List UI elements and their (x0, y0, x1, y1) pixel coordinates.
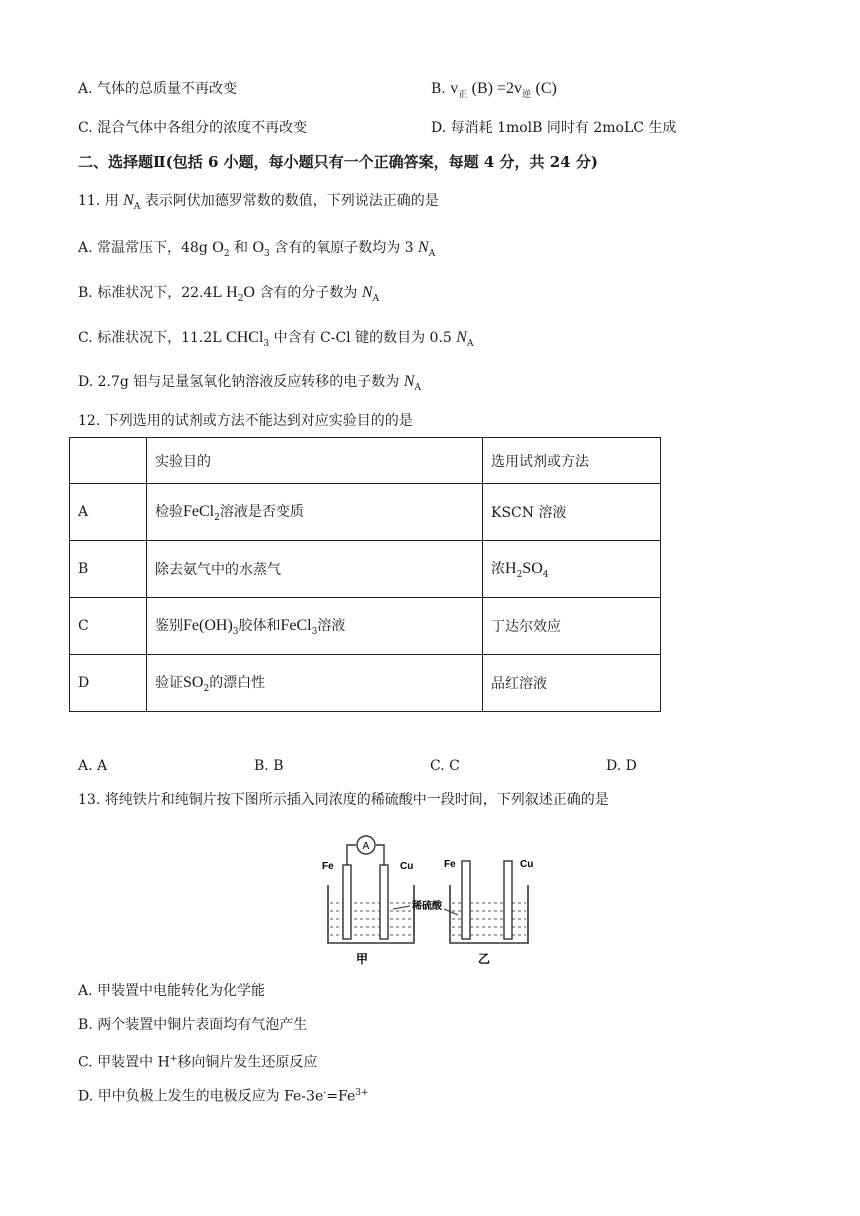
acid-pointer-right (444, 909, 458, 915)
q11-option-c: C. 标准状况下，11.2L CHCl$_3$ 中含有 C-Cl 键的数目为 0.5 $N_A$ (78, 329, 474, 349)
q12-option-d: D. D (606, 758, 637, 774)
row-label: D (70, 655, 147, 712)
fe-label-jia: Fe (322, 861, 334, 872)
row-method: 品红溶液 (483, 655, 661, 712)
row-purpose: 检验FeCl$_2$溶液是否变质 (147, 484, 483, 541)
q11-stem: 11. 用 $N_A$ 表示阿伏加德罗常数的数值，下列说法正确的是 (78, 192, 439, 212)
table-header-cell (70, 438, 147, 484)
row-label: B (70, 541, 147, 598)
row-purpose: 鉴别$Fe(OH)_3$胶体和FeCl$_3$溶液 (147, 598, 483, 655)
table-row (70, 598, 661, 655)
fe-electrode-jia (343, 865, 351, 939)
fe-label-yi: Fe (444, 859, 456, 870)
caption-yi: 乙 (478, 952, 491, 966)
q12-option-b: B. B (254, 758, 284, 774)
cu-electrode-jia (380, 865, 388, 939)
q13-stem: 13. 将纯铁片和纯铜片按下图所示插入同浓度的稀硫酸中一段时间，下列叙述正确的是 (78, 792, 609, 808)
q10-option-a: A. 气体的总质量不再改变 (78, 81, 238, 97)
cu-label-yi: Cu (520, 859, 534, 870)
row-purpose: 除去氨气中的水蒸气 (147, 541, 483, 598)
table-header-row (70, 438, 661, 484)
row-purpose: 验证$SO_2$的漂白性 (147, 655, 483, 712)
row-method: 丁达尔效应 (483, 598, 661, 655)
table-row (70, 484, 661, 541)
table-header-method: 选用试剂或方法 (483, 438, 661, 484)
row-label: C (70, 598, 147, 655)
acid-pointer-left (393, 906, 410, 909)
q11-option-b: B. 标准状况下，22.4L $H_2O$ 含有的分子数为 $N_A$ (78, 284, 380, 304)
beaker-jia (328, 885, 414, 943)
row-label: A (70, 484, 147, 541)
q11-option-a: A. 常温常压下，48g $O_2$ 和 $O_3$ 含有的氧原子数均为 3 $N_A$ (78, 239, 436, 259)
ammeter-label: A (362, 841, 370, 852)
q12-option-c: C. C (430, 758, 460, 774)
q12-option-a: A. A (78, 758, 108, 774)
row-method: KSCN 溶液 (483, 484, 661, 541)
cu-label-jia: Cu (400, 861, 414, 872)
fe-electrode-yi (462, 861, 470, 939)
table-header-purpose: 实验目的 (147, 438, 483, 484)
q13-option-d: D. 甲中负极上发生的电极反应为 $Fe-3e^-=Fe^{3+}$ (78, 1088, 369, 1105)
q10-option-b: B. $v_正$ $(B) =2v_逆$ (C) (431, 80, 557, 100)
q10-option-d: D. 每消耗 1molB 同时有 2moLC 生成 (431, 120, 677, 136)
table-row (70, 655, 661, 712)
section-heading: 二、选择题Ⅱ(包括 6 小题，每小题只有一个正确答案，每题 4 分，共 24 分) (78, 153, 598, 171)
q11-option-d: D. 2.7g 铝与足量氢氧化钠溶液反应转移的电子数为 $N_A$ (78, 373, 421, 393)
experiment-table (69, 437, 661, 712)
caption-jia: 甲 (356, 952, 369, 966)
q13-option-b: B. 两个装置中铜片表面均有气泡产生 (78, 1017, 308, 1033)
q13-option-a: A. 甲装置中电能转化为化学能 (78, 983, 266, 999)
q12-stem: 12. 下列选用的试剂或方法不能达到对应实验目的的是 (78, 413, 413, 429)
q10-option-c: C. 混合气体中各组分的浓度不再改变 (78, 120, 308, 136)
cu-electrode-yi (504, 861, 512, 939)
q13-option-c: C. 甲装置中 H+移向铜片发生还原反应 (78, 1054, 318, 1071)
table-row (70, 541, 661, 598)
galvanic-cell-diagram (318, 825, 550, 975)
row-method: 浓$H_2SO_4$ (483, 541, 661, 598)
acid-label: 稀硫酸 (412, 901, 442, 912)
